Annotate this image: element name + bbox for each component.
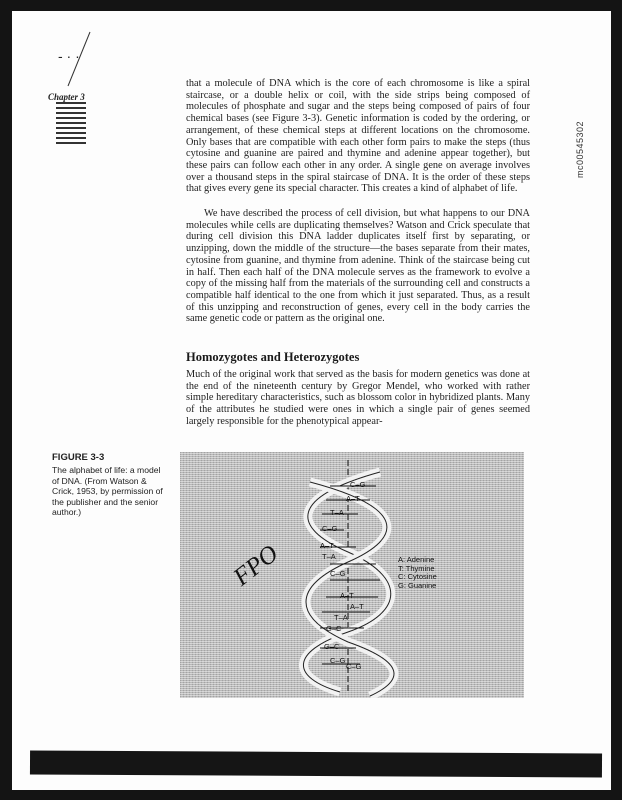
base-pair-label: A–T <box>320 541 334 550</box>
chapter-label: Chapter 3 <box>48 92 85 102</box>
base-pair-label: G–C <box>324 642 340 651</box>
body-paragraph-1: that a molecule of DNA which is the core of each chromosome is like a spiral staircase, or a double helix or coil, with the side strips being composed of molecules of phosphate and sugar and the steps being composed of pairs of four chemical bases (see Figure 3-3). Genetic information is coded by the ordering, or arrangement, of these chemical steps at different locations on the chromosome. Only bases that are compatible with each other form pairs to make the steps (thus cytosine and guanine are paired and thymine and adenine appear together), but these pairs can follow each other in any order. A single gene on average involves over a thousand steps in the spiral staircase of DNA. It is the order of these steps that gives every gene its special character. This creates a kind of alphabet of life. <box>186 78 530 195</box>
body-paragraph-2: We have described the process of cell division, but what happens to our DNA molecules while cells are duplicating themselves? Watson and Crick speculate that during cell division this DNA ladder duplicates itself first by separating, or unzipping, down the middle of the structure—the bases separate from their mates, cytosine from guanine, and thymine from adenine. Think of the staircase being cut in half. Then each half of the DNA molecule serves as the framework to evolve a copy of the missing half from the materials of the surrounding cell and constructs a compatible half identical to the one from which it just separated. Thus, as a result of this unzipping and reconstruction of genes, every cell in the body carries the same genetic code or pattern as the original one. <box>186 208 530 325</box>
base-pair-label: T–A <box>334 613 348 622</box>
base-pair-label: C–G <box>322 524 338 533</box>
figure-caption-text: The alphabet of life: a model of DNA. (From Watson & Crick, 1953, by permission of the publisher and the senior author.) <box>52 465 163 518</box>
base-pair-label: A–T <box>346 494 360 503</box>
scan-bar <box>30 751 602 778</box>
base-pair-label: C–G <box>330 569 346 578</box>
base-pair-label: C–G <box>350 480 366 489</box>
legend-item: G: Guanine <box>398 580 437 590</box>
body-paragraph-3: Much of the original work that served as the basis for modern genetics was done at the end of the nineteenth century by Gregor Mendel, who worked with rather simple hereditary characteristics, such as blossom color in hybridized plants. Many of the attributes he studied were ones in which a single pair of genes seemed largely responsible for the phenotypical appear- <box>186 369 530 427</box>
base-pair-label: A–T <box>350 602 364 611</box>
corner-mark: - · · <box>58 48 80 64</box>
base-pair-label: C–G <box>346 662 362 671</box>
section-heading: Homozygotes and Heterozygotes <box>186 350 360 364</box>
legend-item: C: Cytosine <box>398 572 437 582</box>
base-pair-label: G–C <box>326 624 342 633</box>
base-pair-label: C–G <box>330 656 346 665</box>
figure-label: FIGURE 3-3 <box>52 452 105 463</box>
figure-caption <box>52 452 168 518</box>
dna-figure <box>180 452 524 698</box>
legend-item: T: Thymine <box>398 563 435 573</box>
legend-item: A: Adenine <box>398 555 435 564</box>
document-id <box>555 88 615 178</box>
base-pair-label: T–A <box>330 508 344 517</box>
document-id-text: mc00545302 <box>575 120 585 178</box>
base-pair-label: T–A <box>322 552 336 561</box>
base-pair-label: A–T <box>340 591 354 600</box>
chapter-bars <box>56 102 86 147</box>
figure-legend <box>398 556 437 590</box>
fpo-mark: FPO <box>228 540 284 592</box>
